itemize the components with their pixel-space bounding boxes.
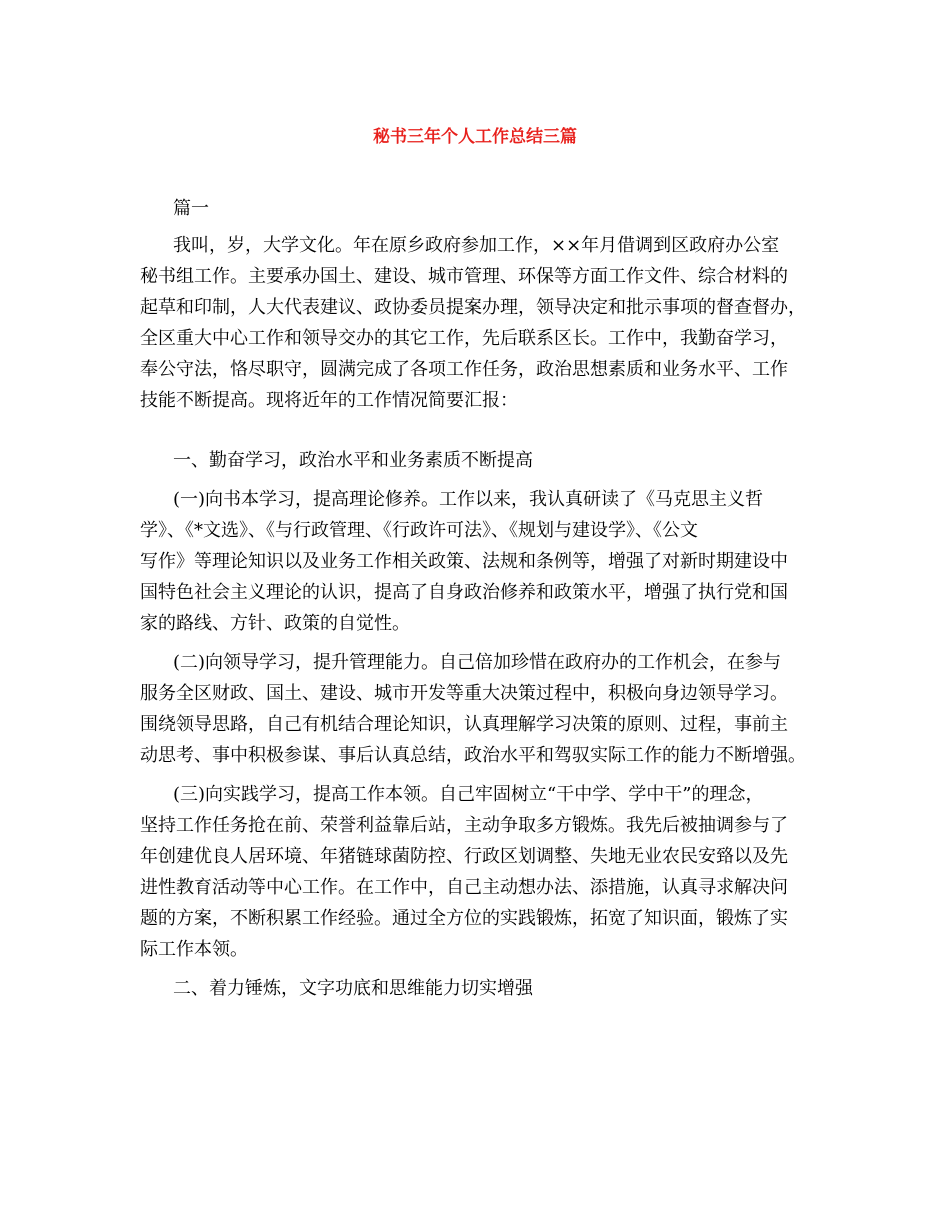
paragraph-line: 技能不断提高。现将近年的工作情况简要汇报：	[140, 390, 518, 411]
paragraph-line: (二)向领导学习，提升管理能力。自己倍加珍惜在政府办的工作机会，在参与	[173, 652, 782, 673]
paragraph-line: 全区重大中心工作和领导交办的其它工作，先后联系区长。工作中，我勤奋学习，	[140, 328, 788, 349]
paragraph-line: 进性教育活动等中心工作。在工作中，自己主动想办法、添措施，认真寻求解决问	[140, 877, 788, 898]
paragraph-line: 学》、《*文选》、《与行政管理、《行政许可法》、《规划与建设学》、《公文	[140, 520, 698, 541]
paragraph-line: 际工作本领。	[140, 939, 248, 960]
paragraph-line: 动思考、事中积极参谋、事后认真总结，政治水平和驾驭实际工作的能力不断增强。	[140, 745, 806, 766]
paragraph-line: (三)向实践学习，提高工作本领。自己牢固树立“干中学、学中干”的理念，	[173, 784, 764, 805]
paragraph-line: 坚持工作任务抢在前、荣誉利益靠后站，主动争取多方锻炼。我先后被抽调参与了	[140, 815, 788, 836]
document-title: 秘书三年个人工作总结三篇	[373, 127, 577, 147]
paragraph-line: 起草和印制，人大代表建议、政协委员提案办理，领导决定和批示事项的督查督办，	[140, 297, 806, 318]
paragraph-line: (一)向书本学习，提高理论修养。工作以来，我认真研读了《马克思主义哲	[173, 489, 764, 510]
section-heading-2: 二、着力锤炼，文字功底和思维能力切实增强	[173, 978, 533, 999]
paragraph-line: 围绕领导思路，自己有机结合理论知识，认真理解学习决策的原则、过程，事前主	[140, 714, 788, 735]
paragraph-line: 秘书组工作。主要承办国土、建设、城市管理、环保等方面工作文件、综合材料的	[140, 266, 788, 287]
paragraph-line: 题的方案，不断积累工作经验。通过全方位的实践锻炼，拓宽了知识面，锻炼了实	[140, 908, 788, 929]
section-heading-1: 一、勤奋学习，政治水平和业务素质不断提高	[173, 450, 533, 471]
paragraph-line: 国特色社会主义理论的认识，提高了自身政治修养和政策水平，增强了执行党和国	[140, 582, 788, 603]
paragraph-line: 家的路线、方针、政策的自觉性。	[140, 613, 410, 634]
paragraph-line: 服务全区财政、国土、建设、城市开发等重大决策过程中，积极向身边领导学习。	[140, 683, 788, 704]
paragraph-line: 写作》等理论知识以及业务工作相关政策、法规和条例等，增强了对新时期建设中	[140, 551, 788, 572]
paragraph-line: 奉公守法，恪尽职守，圆满完成了各项工作任务，政治思想素质和业务水平、工作	[140, 359, 788, 380]
paragraph-line: 我叫，岁，大学文化。年在原乡政府参加工作，××年月借调到区政府办公室	[173, 235, 780, 256]
section-heading-part-one: 篇一	[173, 198, 209, 219]
paragraph-line: 年创建优良人居环境、年猪链球菌防控、行政区划调整、失地无业农民安臵以及先	[140, 846, 788, 867]
